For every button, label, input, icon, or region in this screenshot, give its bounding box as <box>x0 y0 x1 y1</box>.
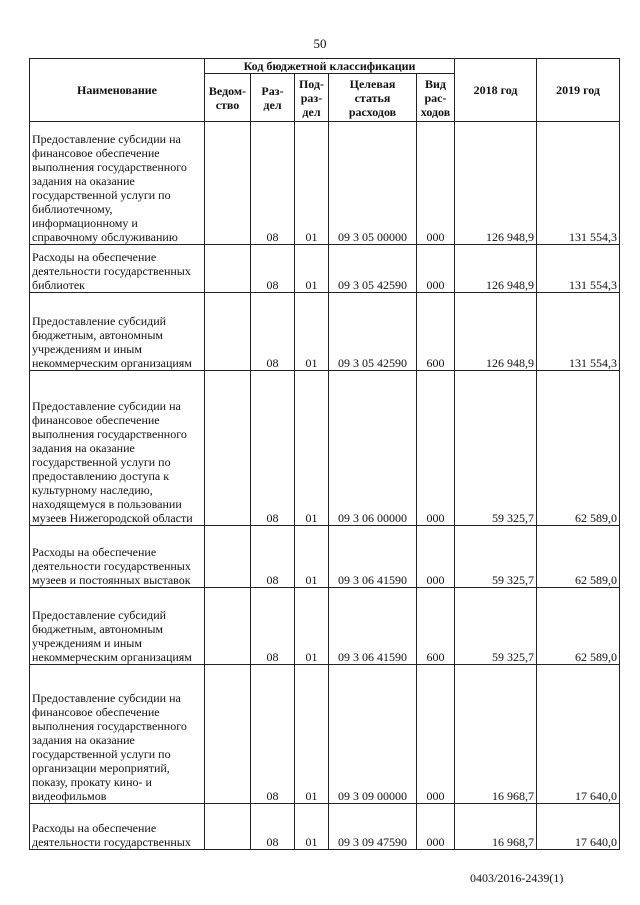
header-vid-raskhodov: Вид рас- ходов <box>417 74 455 122</box>
table-row <box>30 122 620 245</box>
row-2018: 126 948,9 <box>455 122 537 245</box>
table-row <box>30 804 620 850</box>
document-code: 0403/2016-2439(1) <box>470 871 564 885</box>
row-2019: 131 554,3 <box>537 293 620 371</box>
page-number: 50 <box>313 36 327 51</box>
row-2018: 59 325,7 <box>455 526 537 588</box>
row-2018: 126 948,9 <box>455 245 537 293</box>
row-name: Предоставление субсидии на финансовое обеспечение выполнения государственного задания на оказание государственной услуги по организации мероприятий, показу, прокату кино- и видеофильмов <box>30 665 205 804</box>
row-razdel: 08 <box>251 804 295 850</box>
row-tselevaya-statya: 09 3 06 41590 <box>329 526 417 588</box>
header-razdel: Раз- дел <box>251 74 295 122</box>
row-tselevaya-statya: 09 3 09 00000 <box>329 665 417 804</box>
row-2018: 59 325,7 <box>455 371 537 526</box>
header-vedomstvo: Ведом- ство <box>205 74 251 122</box>
row-vid-raskhodov: 000 <box>417 526 455 588</box>
row-razdel: 08 <box>251 245 295 293</box>
header-2018: 2018 год <box>455 59 537 122</box>
row-name: Предоставление субсидий бюджетным, автономным учреждениям и иным некоммерческим организациям <box>30 588 205 665</box>
table-row <box>30 665 620 804</box>
row-podrazdel: 01 <box>295 293 329 371</box>
row-name: Предоставление субсидий бюджетным, автономным учреждениям и иным некоммерческим организациям <box>30 293 205 371</box>
row-razdel: 08 <box>251 665 295 804</box>
row-vid-raskhodov: 000 <box>417 371 455 526</box>
row-2019: 131 554,3 <box>537 245 620 293</box>
row-2019: 17 640,0 <box>537 804 620 850</box>
row-name: Расходы на обеспечение деятельности государственных <box>30 804 205 850</box>
row-vid-raskhodov: 000 <box>417 804 455 850</box>
row-podrazdel: 01 <box>295 245 329 293</box>
budget-table <box>29 58 620 850</box>
header-podrazdel: Под- раз- дел <box>295 74 329 122</box>
row-2019: 62 589,0 <box>537 526 620 588</box>
row-name: Предоставление субсидии на финансовое обеспечение выполнения государственного задания на оказание государственной услуги по библиотечному, информационному и справочному обслуживанию <box>30 122 205 245</box>
row-razdel: 08 <box>251 293 295 371</box>
row-tselevaya-statya: 09 3 09 47590 <box>329 804 417 850</box>
row-2018: 16 968,7 <box>455 804 537 850</box>
row-vedomstvo <box>205 122 251 245</box>
row-vid-raskhodov: 000 <box>417 665 455 804</box>
table-row <box>30 588 620 665</box>
row-vid-raskhodov: 600 <box>417 293 455 371</box>
row-tselevaya-statya: 09 3 06 41590 <box>329 588 417 665</box>
row-2018: 59 325,7 <box>455 588 537 665</box>
row-tselevaya-statya: 09 3 05 42590 <box>329 245 417 293</box>
row-podrazdel: 01 <box>295 588 329 665</box>
row-2019: 131 554,3 <box>537 122 620 245</box>
table-row <box>30 245 620 293</box>
header-name: Наименование <box>30 59 205 122</box>
table-row <box>30 371 620 526</box>
row-vedomstvo <box>205 371 251 526</box>
row-vedomstvo <box>205 245 251 293</box>
row-tselevaya-statya: 09 3 06 00000 <box>329 371 417 526</box>
row-2019: 62 589,0 <box>537 371 620 526</box>
row-podrazdel: 01 <box>295 371 329 526</box>
row-vedomstvo <box>205 588 251 665</box>
row-razdel: 08 <box>251 122 295 245</box>
row-tselevaya-statya: 09 3 05 00000 <box>329 122 417 245</box>
row-vedomstvo <box>205 526 251 588</box>
row-2019: 62 589,0 <box>537 588 620 665</box>
row-name: Предоставление субсидии на финансовое обеспечение выполнения государственного задания на оказание государственной услуги по предоставлению доступа к культурному наследию, находящемуся в пользовании музеев Нижегородской области <box>30 371 205 526</box>
row-podrazdel: 01 <box>295 665 329 804</box>
row-vedomstvo <box>205 665 251 804</box>
row-podrazdel: 01 <box>295 122 329 245</box>
row-podrazdel: 01 <box>295 804 329 850</box>
row-vedomstvo <box>205 293 251 371</box>
row-podrazdel: 01 <box>295 526 329 588</box>
row-name: Расходы на обеспечение деятельности государственных библиотек <box>30 245 205 293</box>
header-2019: 2019 год <box>537 59 620 122</box>
row-2018: 16 968,7 <box>455 665 537 804</box>
row-vedomstvo <box>205 804 251 850</box>
table-row <box>30 293 620 371</box>
row-2019: 17 640,0 <box>537 665 620 804</box>
row-tselevaya-statya: 09 3 05 42590 <box>329 293 417 371</box>
header-tselevaya-statya: Целевая статья расходов <box>329 74 417 122</box>
row-vid-raskhodov: 000 <box>417 122 455 245</box>
row-vid-raskhodov: 600 <box>417 588 455 665</box>
table-row <box>30 526 620 588</box>
row-razdel: 08 <box>251 588 295 665</box>
row-razdel: 08 <box>251 371 295 526</box>
row-vid-raskhodov: 000 <box>417 245 455 293</box>
header-code-group: Код бюджетной классификации <box>205 59 455 74</box>
row-name: Расходы на обеспечение деятельности государственных музеев и постоянных выставок <box>30 526 205 588</box>
row-2018: 126 948,9 <box>455 293 537 371</box>
row-razdel: 08 <box>251 526 295 588</box>
